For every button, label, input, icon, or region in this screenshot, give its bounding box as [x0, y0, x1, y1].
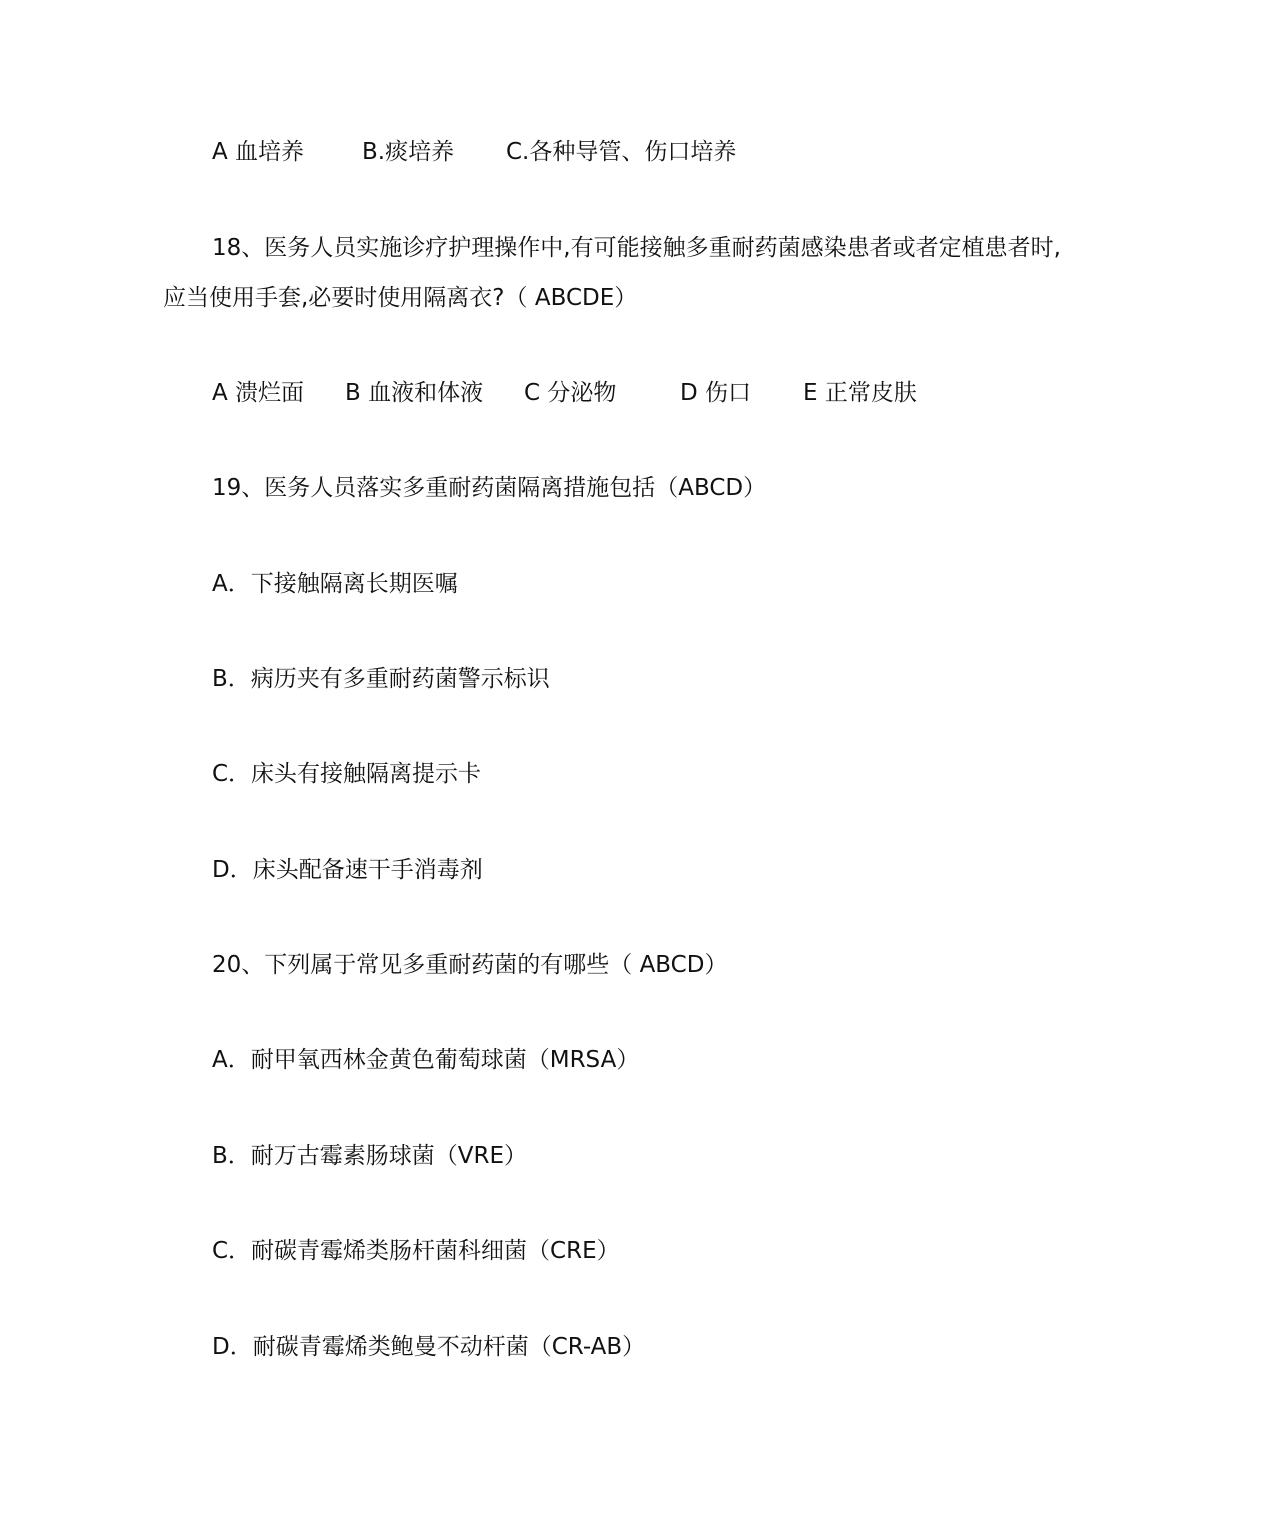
q20-option-a: A．耐甲氧西林金黄色葡萄球菌（MRSA）	[212, 1047, 640, 1073]
q18-option-c: C 分泌物	[524, 380, 617, 406]
q18-stem-line2: 应当使用手套,必要时使用隔离衣?（ ABCDE）	[163, 285, 638, 311]
q17-option-c: C.各种导管、伤口培养	[506, 139, 737, 165]
q20-option-b: B．耐万古霉素肠球菌（VRE）	[212, 1143, 528, 1169]
q18-option-e: E 正常皮肤	[803, 380, 917, 406]
q19-stem: 19、医务人员落实多重耐药菌隔离措施包括（ABCD）	[212, 475, 767, 501]
q17-option-a: A 血培养	[212, 139, 305, 165]
q20-option-d: D．耐碳青霉烯类鲍曼不动杆菌（CR-AB）	[212, 1334, 646, 1360]
q17-option-b: B.痰培养	[362, 139, 455, 165]
q20-stem: 20、下列属于常见多重耐药菌的有哪些（ ABCD）	[212, 952, 728, 978]
q18-option-b: B 血液和体液	[345, 380, 484, 406]
q19-option-a: A．下接触隔离长期医嘱	[212, 571, 458, 597]
q19-option-d: D．床头配备速干手消毒剂	[212, 857, 483, 883]
q18-option-a: A 溃烂面	[212, 380, 305, 406]
q19-option-b: B．病历夹有多重耐药菌警示标识	[212, 666, 550, 692]
q19-option-c: C．床头有接触隔离提示卡	[212, 761, 482, 787]
q20-option-c: C．耐碳青霉烯类肠杆菌科细菌（CRE）	[212, 1238, 620, 1264]
q18-stem-line1: 18、医务人员实施诊疗护理操作中,有可能接触多重耐药菌感染患者或者定植患者时,	[212, 235, 1061, 261]
q18-option-d: D 伤口	[680, 380, 752, 406]
